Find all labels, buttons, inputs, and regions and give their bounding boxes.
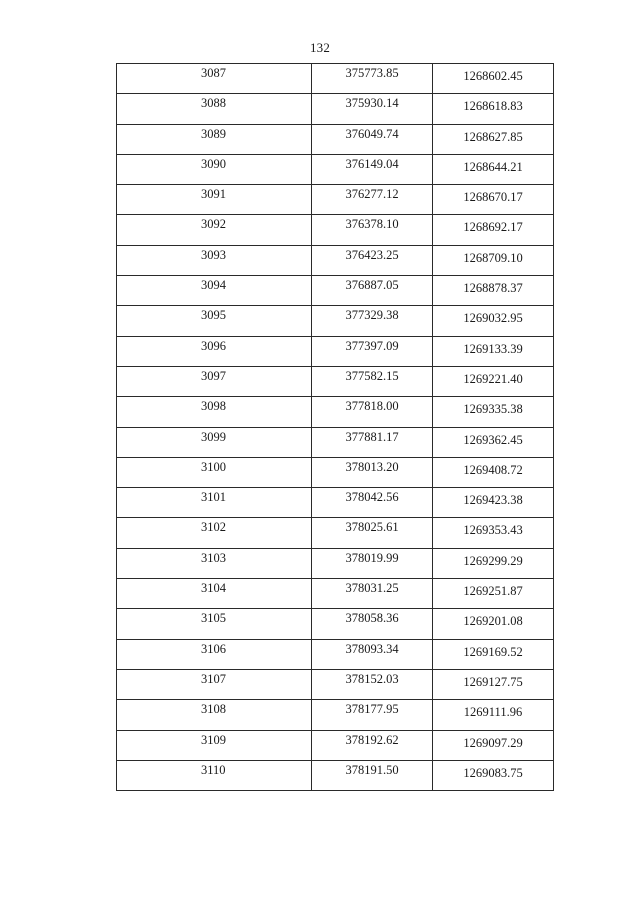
coordinates-table-body (117, 64, 554, 791)
table-row (117, 730, 554, 760)
x-coordinate-cell: 378058.36 (312, 609, 433, 639)
point-id-cell: 3092 (117, 215, 312, 245)
y-coordinate-cell: 1268602.45 (433, 64, 554, 94)
x-coordinate-cell: 375930.14 (312, 94, 433, 124)
point-id-cell: 3091 (117, 185, 312, 215)
y-coordinate-cell: 1268644.21 (433, 154, 554, 184)
point-id-cell: 3109 (117, 730, 312, 760)
page-number: 132 (309, 40, 331, 55)
point-id-cell: 3088 (117, 94, 312, 124)
x-coordinate-cell: 376378.10 (312, 215, 433, 245)
y-coordinate-cell: 1269083.75 (433, 760, 554, 790)
table-row (117, 185, 554, 215)
table-row (117, 276, 554, 306)
y-coordinate-cell: 1268618.83 (433, 94, 554, 124)
table-row (117, 215, 554, 245)
y-coordinate-cell: 1268709.10 (433, 245, 554, 275)
y-coordinate-cell: 1269423.38 (433, 488, 554, 518)
x-coordinate-cell: 378191.50 (312, 760, 433, 790)
y-coordinate-cell: 1269353.43 (433, 518, 554, 548)
coordinates-table (116, 63, 554, 791)
y-coordinate-cell: 1269032.95 (433, 306, 554, 336)
table-row (117, 64, 554, 94)
x-coordinate-cell: 377582.15 (312, 366, 433, 396)
x-coordinate-cell: 378152.03 (312, 669, 433, 699)
x-coordinate-cell: 378019.99 (312, 548, 433, 578)
x-coordinate-cell: 376049.74 (312, 124, 433, 154)
x-coordinate-cell: 377818.00 (312, 397, 433, 427)
table-row (117, 700, 554, 730)
x-coordinate-cell: 376423.25 (312, 245, 433, 275)
x-coordinate-cell: 378192.62 (312, 730, 433, 760)
point-id-cell: 3099 (117, 427, 312, 457)
point-id-cell: 3090 (117, 154, 312, 184)
point-id-cell: 3098 (117, 397, 312, 427)
point-id-cell: 3102 (117, 518, 312, 548)
y-coordinate-cell: 1268878.37 (433, 276, 554, 306)
point-id-cell: 3100 (117, 457, 312, 487)
y-coordinate-cell: 1268670.17 (433, 185, 554, 215)
x-coordinate-cell: 376149.04 (312, 154, 433, 184)
x-coordinate-cell: 377397.09 (312, 336, 433, 366)
point-id-cell: 3105 (117, 609, 312, 639)
table-row (117, 488, 554, 518)
table-row (117, 94, 554, 124)
x-coordinate-cell: 376887.05 (312, 276, 433, 306)
table-row (117, 427, 554, 457)
point-id-cell: 3097 (117, 366, 312, 396)
point-id-cell: 3107 (117, 669, 312, 699)
table-row (117, 366, 554, 396)
x-coordinate-cell: 377329.38 (312, 306, 433, 336)
x-coordinate-cell: 378025.61 (312, 518, 433, 548)
x-coordinate-cell: 376277.12 (312, 185, 433, 215)
y-coordinate-cell: 1269133.39 (433, 336, 554, 366)
table-row (117, 548, 554, 578)
table-row (117, 518, 554, 548)
table-row (117, 457, 554, 487)
table-row (117, 669, 554, 699)
point-id-cell: 3108 (117, 700, 312, 730)
x-coordinate-cell: 378013.20 (312, 457, 433, 487)
y-coordinate-cell: 1268627.85 (433, 124, 554, 154)
y-coordinate-cell: 1269111.96 (433, 700, 554, 730)
x-coordinate-cell: 375773.85 (312, 64, 433, 94)
point-id-cell: 3106 (117, 639, 312, 669)
y-coordinate-cell: 1269362.45 (433, 427, 554, 457)
point-id-cell: 3096 (117, 336, 312, 366)
table-row (117, 154, 554, 184)
point-id-cell: 3095 (117, 306, 312, 336)
table-row (117, 306, 554, 336)
x-coordinate-cell: 378093.34 (312, 639, 433, 669)
table-row (117, 124, 554, 154)
table-row (117, 639, 554, 669)
table-row (117, 245, 554, 275)
y-coordinate-cell: 1269335.38 (433, 397, 554, 427)
x-coordinate-cell: 377881.17 (312, 427, 433, 457)
point-id-cell: 3094 (117, 276, 312, 306)
table-row (117, 336, 554, 366)
table-row (117, 609, 554, 639)
point-id-cell: 3110 (117, 760, 312, 790)
y-coordinate-cell: 1269169.52 (433, 639, 554, 669)
y-coordinate-cell: 1269299.29 (433, 548, 554, 578)
x-coordinate-cell: 378042.56 (312, 488, 433, 518)
y-coordinate-cell: 1268692.17 (433, 215, 554, 245)
point-id-cell: 3103 (117, 548, 312, 578)
point-id-cell: 3101 (117, 488, 312, 518)
point-id-cell: 3093 (117, 245, 312, 275)
table-row (117, 579, 554, 609)
y-coordinate-cell: 1269097.29 (433, 730, 554, 760)
y-coordinate-cell: 1269201.08 (433, 609, 554, 639)
table-row (117, 760, 554, 790)
y-coordinate-cell: 1269221.40 (433, 366, 554, 396)
y-coordinate-cell: 1269408.72 (433, 457, 554, 487)
point-id-cell: 3089 (117, 124, 312, 154)
table-row (117, 397, 554, 427)
point-id-cell: 3087 (117, 64, 312, 94)
y-coordinate-cell: 1269251.87 (433, 579, 554, 609)
point-id-cell: 3104 (117, 579, 312, 609)
y-coordinate-cell: 1269127.75 (433, 669, 554, 699)
x-coordinate-cell: 378177.95 (312, 700, 433, 730)
x-coordinate-cell: 378031.25 (312, 579, 433, 609)
